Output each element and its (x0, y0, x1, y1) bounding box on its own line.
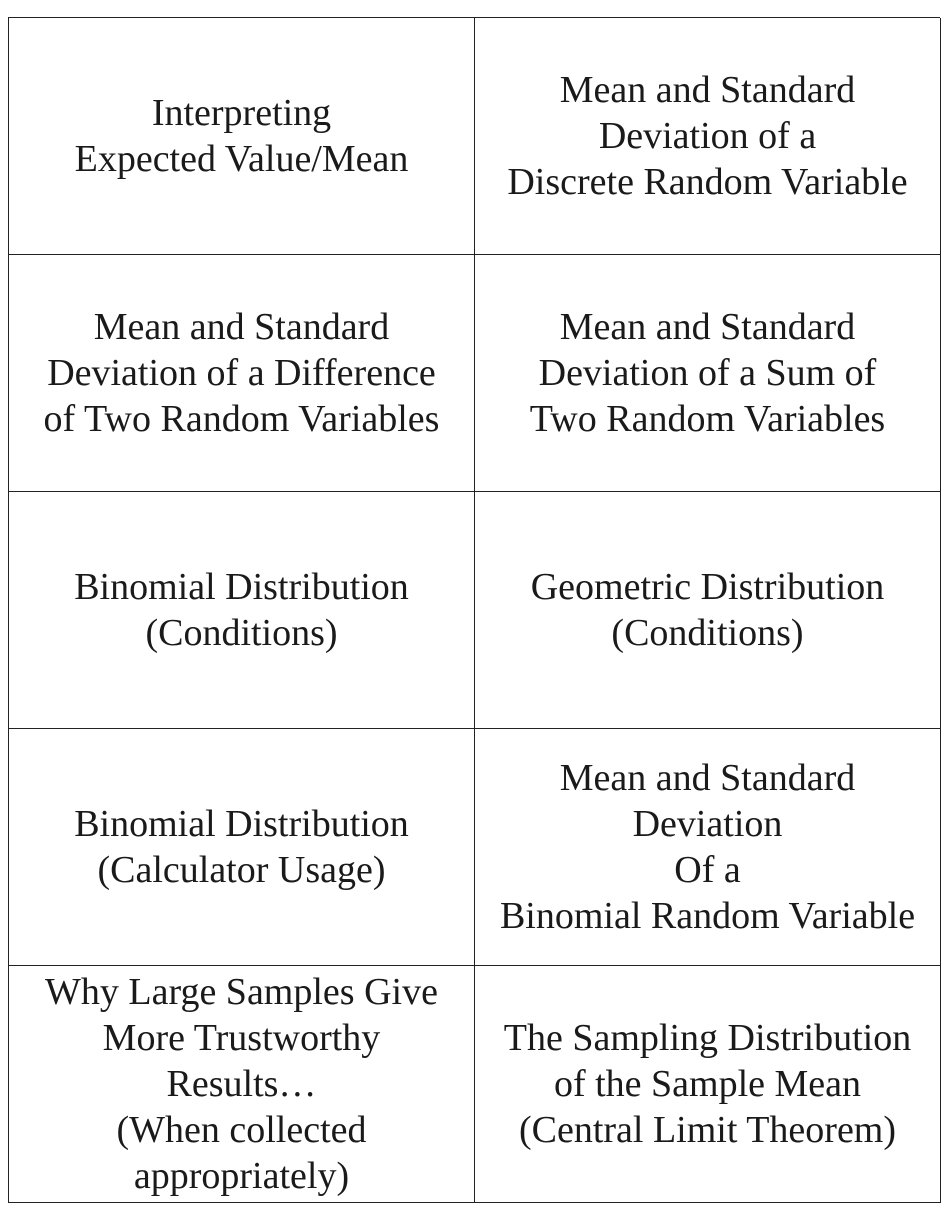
card-line: Deviation (632, 803, 783, 845)
card-line: The Sampling Distribution (503, 1017, 912, 1059)
card-mean-sd-difference-rv (9, 255, 475, 492)
card-text (504, 1015, 911, 1153)
card-line: (Conditions) (145, 612, 338, 654)
card-mean-sd-binomial-rv (475, 729, 941, 966)
card-text (530, 304, 885, 442)
card-line: of Two Random Variables (43, 398, 440, 440)
card-line: Results… (166, 1063, 317, 1105)
card-text (75, 90, 409, 182)
card-text (531, 564, 885, 656)
card-line: Interpreting (151, 92, 332, 134)
card-line: Binomial Random Variable (499, 895, 916, 937)
card-line: (Conditions) (611, 612, 804, 654)
card-line: Expected Value/Mean (74, 138, 409, 180)
card-line: Binomial Distribution (74, 566, 409, 608)
card-line: Deviation of a Difference (47, 352, 436, 394)
card-line: More Trustworthy (102, 1017, 381, 1059)
card-text (44, 304, 440, 442)
card-line: Deviation of a Sum of (538, 352, 877, 394)
card-binomial-conditions (9, 492, 475, 729)
card-text (45, 969, 438, 1199)
card-line: Deviation of a (598, 115, 817, 157)
card-line: Discrete Random Variable (507, 161, 908, 203)
card-line: (Calculator Usage) (97, 849, 386, 891)
card-line: Of a (674, 849, 741, 891)
card-line: Why Large Samples Give (45, 971, 438, 1013)
card-binomial-calculator (9, 729, 475, 966)
card-mean-sd-discrete-rv (475, 18, 941, 255)
card-interpreting-expected-value (9, 18, 475, 255)
card-line: Geometric Distribution (530, 566, 885, 608)
card-text (507, 67, 907, 205)
flashcard-grid (8, 17, 940, 1203)
card-line: Mean and Standard (559, 306, 856, 348)
card-text (74, 564, 409, 656)
card-line: Mean and Standard (559, 757, 856, 799)
card-text (500, 755, 915, 939)
card-line: Binomial Distribution (74, 803, 409, 845)
card-geometric-conditions (475, 492, 941, 729)
card-large-samples (9, 966, 475, 1203)
card-line: appropriately) (133, 1155, 350, 1197)
card-line: Two Random Variables (529, 398, 886, 440)
card-line: Mean and Standard (93, 306, 390, 348)
card-text (74, 801, 409, 893)
card-line: of the Sample Mean (553, 1063, 862, 1105)
card-line: (When collected (116, 1109, 367, 1151)
card-sampling-distribution-mean (475, 966, 941, 1203)
card-line: Mean and Standard (559, 69, 856, 111)
card-line: (Central Limit Theorem) (518, 1109, 897, 1151)
card-mean-sd-sum-rv (475, 255, 941, 492)
